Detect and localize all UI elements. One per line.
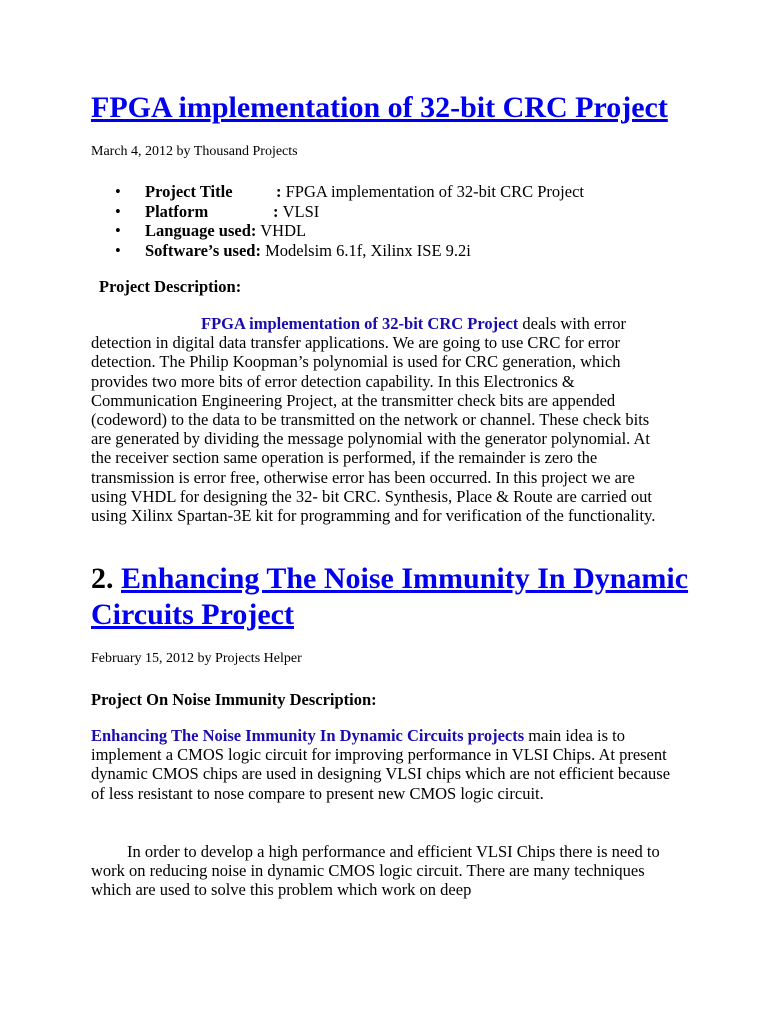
spec-separator: : (273, 201, 283, 221)
noise-description-link[interactable]: Enhancing The Noise Immunity In Dynamic Circuits projects (91, 726, 525, 745)
spec-key: Language used: (145, 221, 257, 240)
spec-item-platform (115, 202, 584, 222)
spec-separator: : (276, 182, 286, 201)
spec-item-language (115, 221, 584, 241)
spec-value: Modelsim 6.1f, Xilinx ISE 9.2i (260, 240, 471, 260)
post2-meta: February 15, 2012 by Projects Helper (91, 651, 302, 666)
post2-number: 2. (91, 562, 121, 595)
bullet: • (115, 240, 121, 260)
spec-list (115, 182, 584, 260)
bullet: • (115, 201, 121, 221)
post-title-link[interactable]: FPGA implementation of 32-bit CRC Project (91, 91, 668, 124)
spec-key: Project Title (145, 182, 233, 201)
spec-item-project-title (115, 182, 584, 202)
noise-second-text: In order to develop a high performance and efficient VLSI Chips there is need to work on reducing noise in dynamic CMOS logic circuit. There are many techniques which are used to solve this problem which work on deep (91, 842, 660, 900)
post2-title-link[interactable]: Enhancing The Noise Immunity In Dynamic Circuits Project (91, 562, 689, 631)
noise-second-paragraph (91, 842, 671, 900)
post-title (91, 88, 668, 128)
spec-value: VHDL (256, 221, 307, 240)
noise-description-paragraph (91, 726, 671, 803)
post-meta: March 4, 2012 by Thousand Projects (91, 144, 298, 159)
noise-description-text: main idea is to implement a CMOS logic circuit for improving performance in VLSI Chips. At present dynamic CMOS chips are used in designing VLSI chips which are not efficient because of less resistant to nose compare to present new CMOS logic circuit. (91, 726, 671, 803)
project-description-paragraph (91, 314, 671, 525)
spec-value: VLSI (282, 201, 320, 221)
spec-value: FPGA implementation of 32-bit CRC Project (285, 182, 584, 201)
bullet: • (115, 182, 121, 201)
spec-item-software (115, 241, 584, 261)
bullet: • (115, 221, 121, 240)
project-description-heading: Project Description: (99, 277, 242, 296)
noise-description-heading: Project On Noise Immunity Description: (91, 690, 377, 709)
description-text: deals with error detection in digital data transfer applications. We are going to use CRC for error detection. The Philip Koopman’s polynomial is used for CRC generation, which provides two more bits of error detection capability. In this Electronics & Communication Engineering Project, at the transmitter check bits are appended (codeword) to the data to be transmitted on the network or channel. These check bits are generated by dividing the message polynomial with the generator polynomial. At the receiver section same operation is performed, if the remainder is zero the transmission is error free, otherwise error has been occurred. In this project we are using VHDL for designing the 32- bit CRC. Synthesis, Place & Route are carried out using Xilinx Spartan-3E kit for programming and for verification of the functionality. (91, 314, 656, 526)
spec-key: Software’s used: (145, 240, 261, 260)
post2-heading (91, 561, 768, 633)
spec-key: Platform (145, 201, 209, 221)
description-link[interactable]: FPGA implementation of 32-bit CRC Project (201, 314, 519, 333)
